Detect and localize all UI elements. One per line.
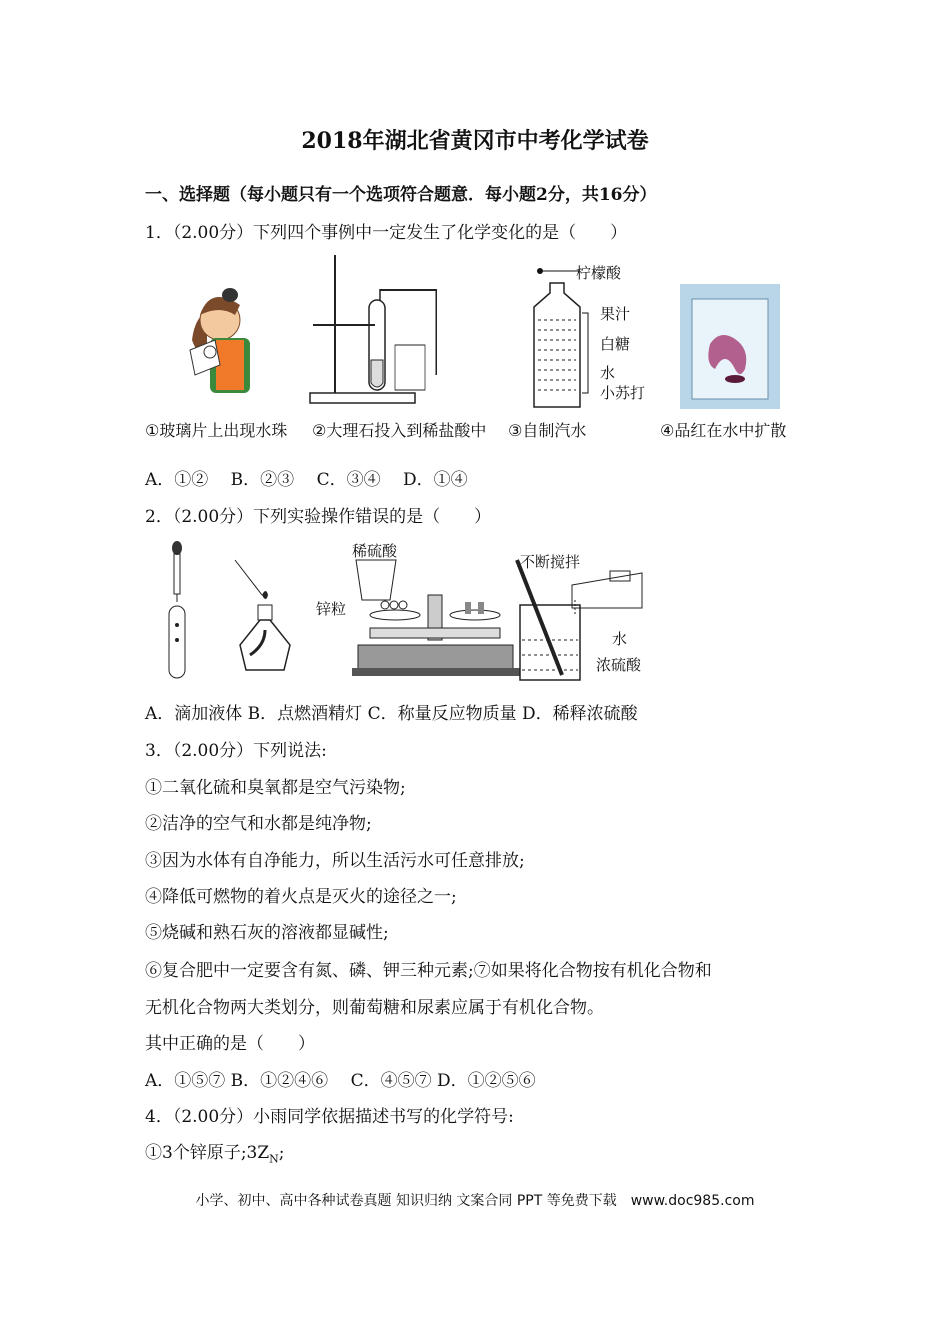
q1-caption-1: ①玻璃片上出现水珠 bbox=[145, 421, 288, 440]
q3-item: ⑥复合肥中一定要含有氮、磷、钾三种元素;⑦如果将化合物按有机化合物和 bbox=[145, 961, 712, 981]
bottle-label-water: 水 bbox=[600, 364, 616, 382]
q3-options: A．①⑤⑦ B．①②④⑥ C．④⑤⑦ D．①②⑤⑥ bbox=[145, 1071, 536, 1091]
q1-caption-2: ②大理石投入到稀盐酸中 bbox=[312, 421, 487, 440]
q3-item: ②洁净的空气和水都是纯净物; bbox=[145, 814, 372, 834]
q3-stem: 3．（2.00分）下列说法: bbox=[145, 741, 327, 761]
q1-stem: 1．（2.00分）下列四个事例中一定发生了化学变化的是（ ） bbox=[145, 223, 628, 243]
q4-item-1-text: ①3个锌原子;3Z bbox=[145, 1143, 270, 1163]
q1-figure-girl bbox=[170, 280, 270, 400]
label-stir: 不断搅拌 bbox=[520, 553, 581, 571]
footer: 小学、初中、高中各种试卷真题 知识归纳 文案合同 PPT 等免费下载 www.doc985.com bbox=[195, 1193, 755, 1209]
bottle-label-citric: 柠檬酸 bbox=[576, 264, 622, 282]
q3-item: ④降低可燃物的着火点是灭火的途径之一; bbox=[145, 887, 457, 907]
q3-item: ①二氧化硫和臭氧都是空气污染物; bbox=[145, 778, 406, 798]
q1-figure-bottle bbox=[520, 265, 590, 415]
q4-item-1-sub: N bbox=[269, 1152, 279, 1166]
label-water: 水 bbox=[612, 630, 628, 648]
q4-item-1 bbox=[145, 1138, 285, 1165]
bottle-label-soda: 小苏打 bbox=[600, 384, 646, 402]
q2-figure-dropper bbox=[165, 540, 195, 680]
bottle-label-juice: 果汁 bbox=[600, 305, 631, 323]
q3-question: 其中正确的是（ ） bbox=[145, 1034, 315, 1054]
q4-item-1-end: ; bbox=[278, 1143, 285, 1163]
section-heading: 一、选择题（每小题只有一个选项符合题意．每小题2分，共16分） bbox=[145, 185, 657, 205]
q1-figure-apparatus bbox=[305, 255, 420, 405]
q4-stem: 4．（2.00分）小雨同学依据描述书写的化学符号: bbox=[145, 1107, 514, 1127]
label-conc-sulfuric: 浓硫酸 bbox=[596, 656, 642, 674]
q2-figure-balance bbox=[350, 550, 520, 680]
q1-figure-beaker-photo bbox=[680, 284, 780, 409]
q3-item: 无机化合物两大类划分，则葡萄糖和尿素应属于有机化合物。 bbox=[145, 998, 604, 1018]
q1-options: A．①② B．②③ C．③④ D．①④ bbox=[145, 470, 468, 490]
label-zinc: 锌粒 bbox=[316, 600, 347, 618]
q1-caption-3: ③自制汽水 bbox=[508, 421, 587, 440]
label-dilute-sulfuric: 稀硫酸 bbox=[352, 542, 398, 560]
q3-item: ⑤烧碱和熟石灰的溶液都显碱性; bbox=[145, 923, 389, 943]
q2-figure-dilution bbox=[512, 555, 672, 685]
q2-options: A．滴加液体 B．点燃酒精灯 C．称量反应物质量 D．稀释浓硫酸 bbox=[145, 704, 638, 724]
q2-figure-alcohol-lamp bbox=[230, 555, 300, 675]
q3-item: ③因为水体有自净能力，所以生活污水可任意排放; bbox=[145, 851, 525, 871]
q2-stem: 2．（2.00分）下列实验操作错误的是（ ） bbox=[145, 507, 492, 527]
page-title: 2018年湖北省黄冈市中考化学试卷 bbox=[301, 128, 649, 154]
bottle-label-sugar: 白糖 bbox=[600, 335, 631, 353]
q1-caption-4: ④品红在水中扩散 bbox=[660, 421, 787, 440]
